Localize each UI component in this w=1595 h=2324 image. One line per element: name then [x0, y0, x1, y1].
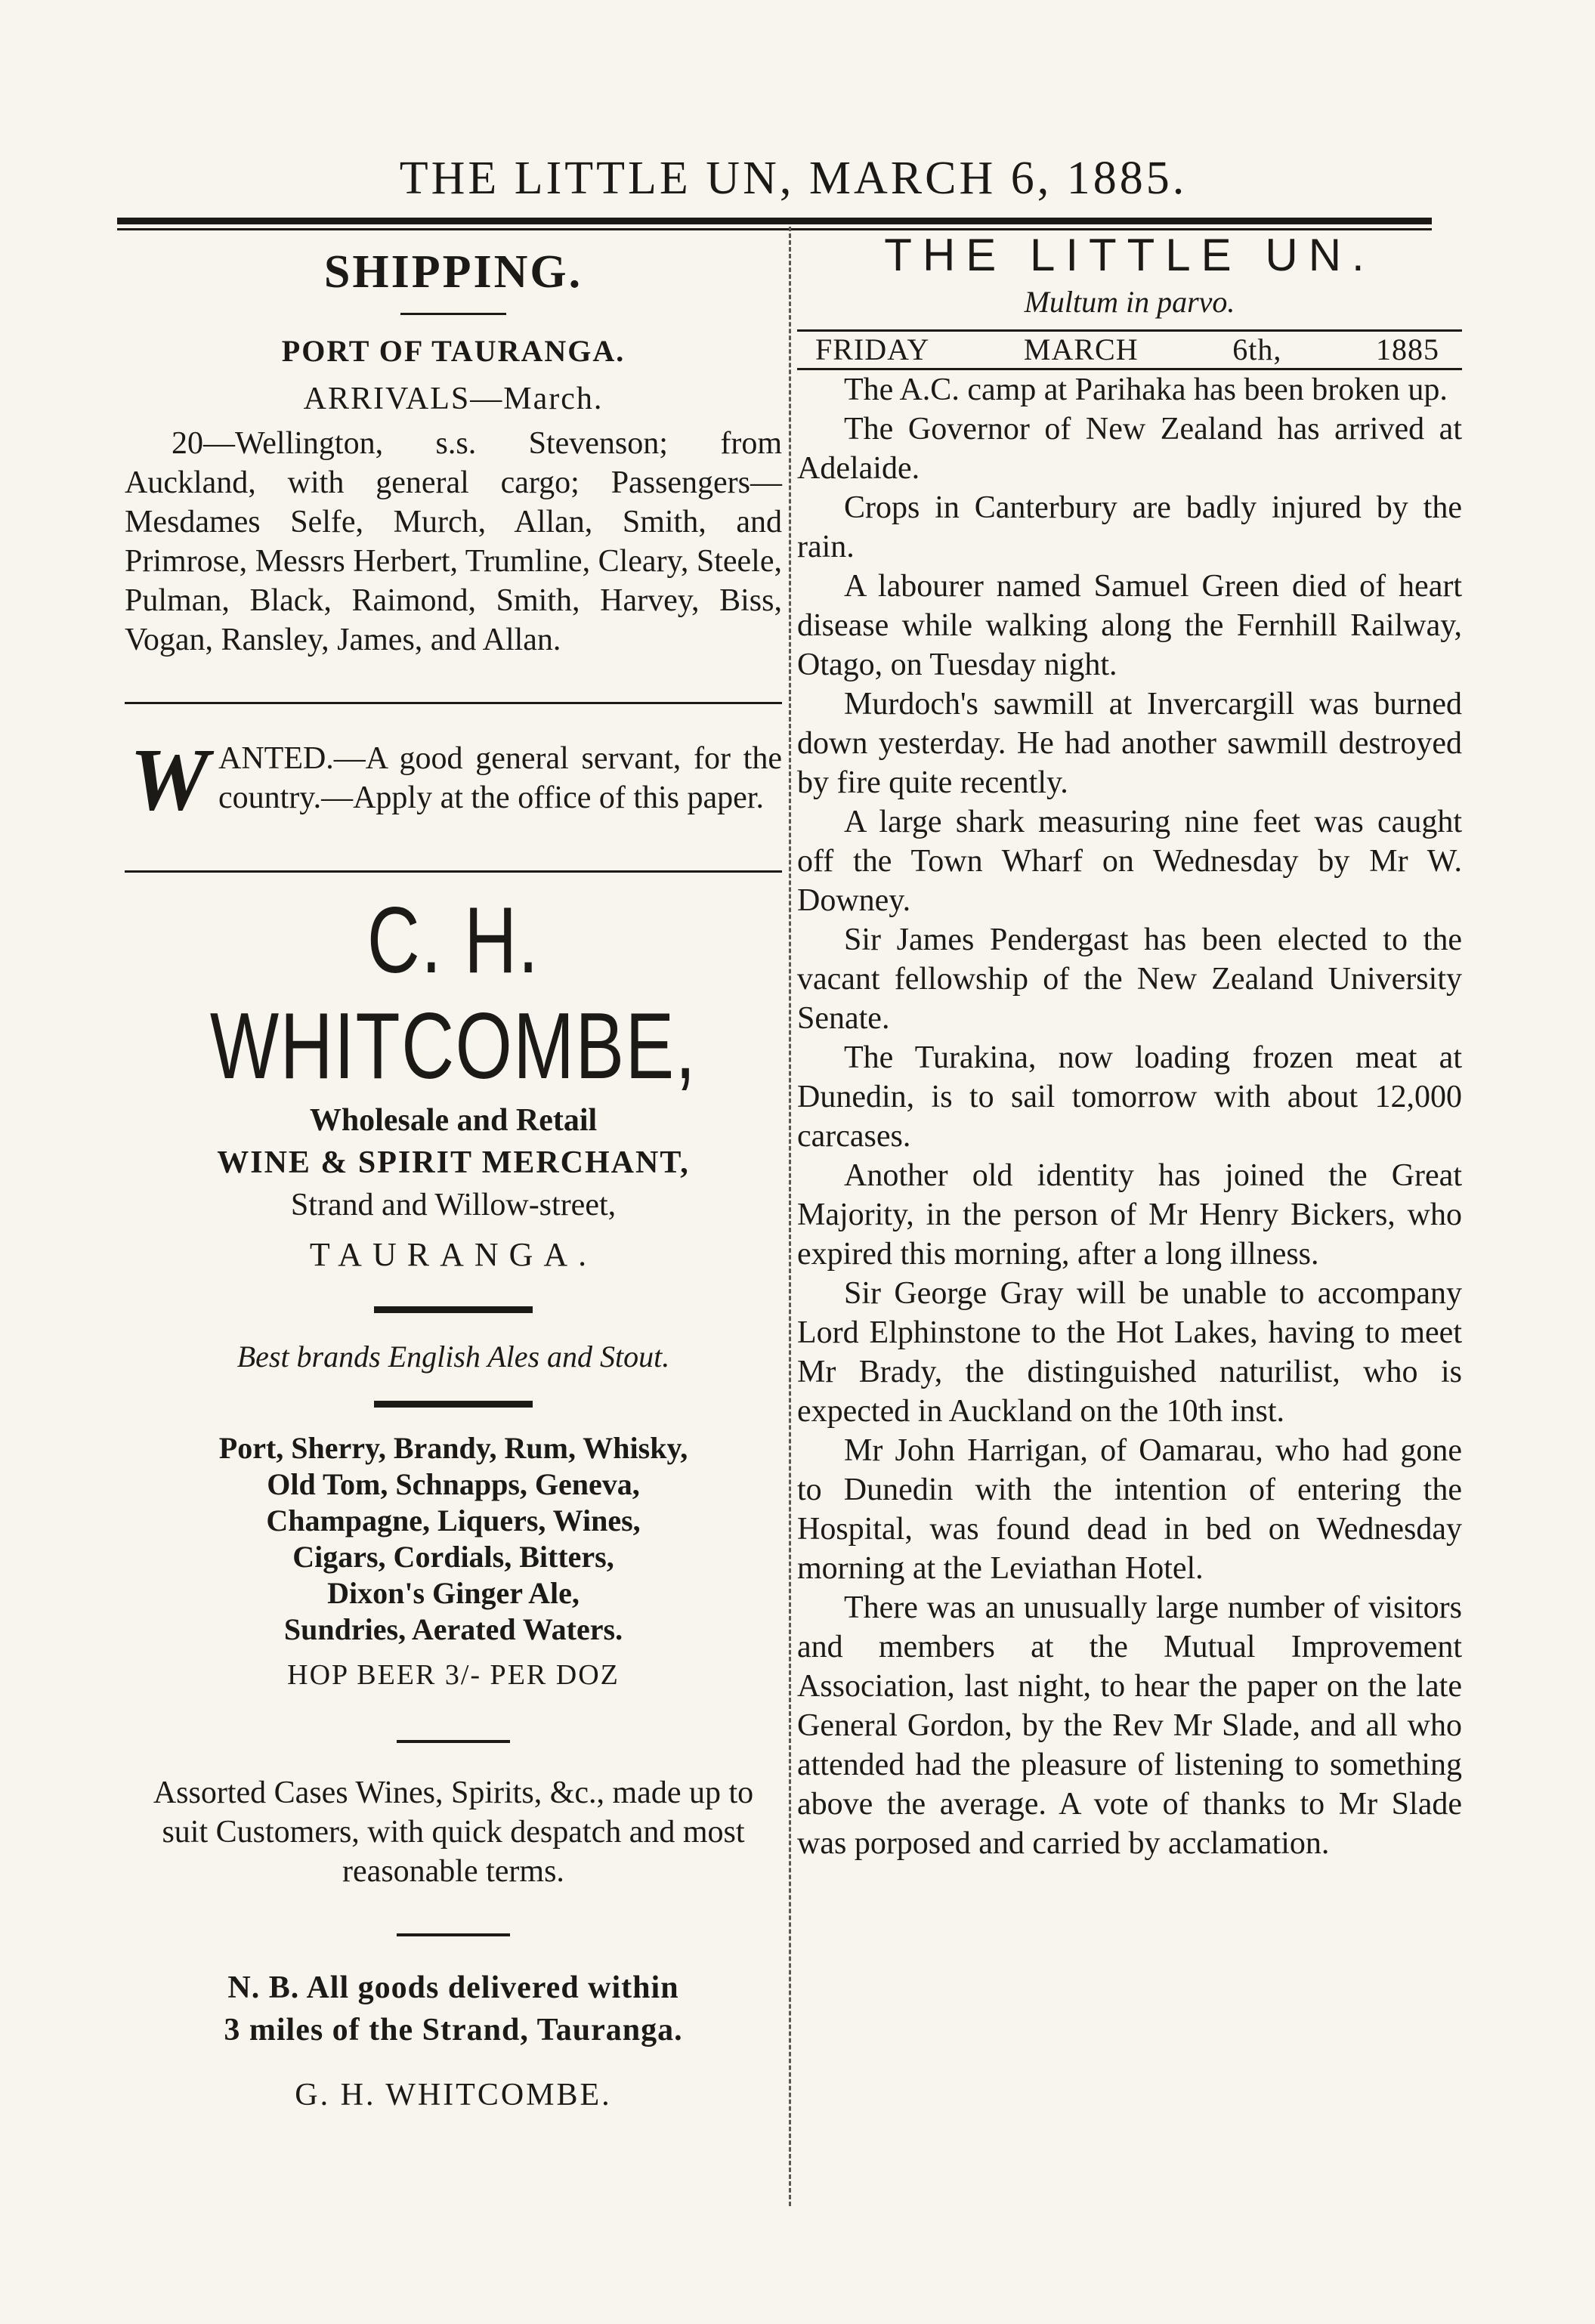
port-heading: PORT OF TAURANGA.	[281, 334, 626, 368]
section-rule	[125, 702, 782, 704]
product-line: Old Tom, Schnapps, Geneva,	[267, 1467, 640, 1501]
product-line: Cigars, Cordials, Bitters,	[292, 1540, 614, 1574]
arrivals-heading: ARRIVALS—March.	[303, 382, 604, 416]
merchant-trade: WINE & SPIRIT MERCHANT,	[217, 1145, 690, 1180]
wanted-text: ANTED.—A good general servant, for the country.—Apply at the office of this paper.	[218, 741, 782, 815]
dateline-year: 1885	[1375, 332, 1439, 366]
nb-line-2: 3 miles of the Strand, Tauranga.	[224, 2013, 683, 2047]
right-column	[797, 227, 1462, 2267]
advert-rule	[397, 1740, 510, 1743]
assorted-cases: Assorted Cases Wines, Spirits, &c., made up to suit Customers, with quick despatch and most reasonable terms.	[153, 1775, 754, 1889]
news-item: There was an unusually large number of visitors and members at the Mutual Improvement Association, last night, to hear the paper on the late General Gordon, by the Rev Mr Slade, and all who attended had the pleasure of listening to something above the average. A vote of thanks to Mr Slade was porposed and carried by acclamation.	[797, 1590, 1462, 1861]
merchant-subtitle: Wholesale and Retail	[309, 1103, 598, 1138]
news-item: Sir James Pendergast has been elected to the vacant fellowship of the New Zealand University Senate.	[797, 922, 1462, 1036]
product-line: Dixon's Ginger Ale,	[327, 1576, 580, 1610]
merchant-name: C. H. WHITCOMBE,	[209, 888, 697, 1099]
news-item: Sir George Gray will be unable to accompany Lord Elphinstone to the Hot Lakes, having to meet Mr Brady, the distinguished naturilist, who is expected in Auckland on the 10th inst.	[797, 1276, 1462, 1429]
masthead-title: THE LITTLE UN.	[884, 230, 1375, 280]
dateline-month: MARCH	[1023, 332, 1139, 366]
news-item: The Governor of New Zealand has arrived at Adelaide.	[797, 412, 1462, 486]
merchant-address: Strand and Willow-street,	[290, 1188, 617, 1222]
product-list	[125, 1430, 782, 1648]
news-item: Crops in Canterbury are badly injured by the rain.	[797, 490, 1462, 564]
news-item: The A.C. camp at Parihaka has been broken up.	[844, 372, 1448, 407]
ornamental-initial: W	[129, 730, 209, 829]
news-item: A labourer named Samuel Green died of heart disease while walking along the Fernhill Railway, Otago, on Tuesday night.	[797, 569, 1462, 682]
header-rule-thick	[117, 218, 1432, 224]
advert-rule	[374, 1401, 533, 1408]
news-item: Another old identity has joined the Great Majority, in the person of Mr Henry Bickers, who expired this morning, after a long illness.	[797, 1158, 1462, 1272]
wanted-advert	[125, 730, 782, 829]
advert-signature: G. H. WHITCOMBE.	[295, 2078, 612, 2112]
dateline	[797, 329, 1462, 370]
page-header: THE LITTLE UN, MARCH 6, 1885.	[399, 153, 1188, 204]
news-item: Mr John Harrigan, of Oamarau, who had gone to Dunedin with the intention of entering the Hospital, was found dead in bed on Wednesday morning at the Leviathan Hotel.	[797, 1433, 1462, 1586]
hop-beer-price: HOP BEER 3/- PER DOZ	[287, 1659, 620, 1691]
left-column	[125, 227, 782, 2267]
section-rule	[125, 870, 782, 873]
product-line: Champagne, Liquers, Wines,	[266, 1503, 641, 1537]
news-item: The Turakina, now loading frozen meat at Dunedin, is to sail tomorrow with about 12,000 carcases.	[797, 1040, 1462, 1154]
masthead-motto: Multum in parvo.	[1024, 285, 1235, 319]
brands-line: Best brands English Ales and Stout.	[236, 1340, 670, 1374]
news-item: Murdoch's sawmill at Invercargill was burned down yesterday. He had another sawmill destroyed by fire quite recently.	[797, 687, 1462, 800]
section-rule	[400, 313, 506, 315]
advert-rule	[374, 1306, 533, 1313]
advert-rule	[397, 1933, 510, 1936]
shipping-heading: SHIPPING.	[323, 246, 583, 298]
dateline-day: FRIDAY	[815, 332, 930, 366]
product-line: Port, Sherry, Brandy, Rum, Whisky,	[218, 1431, 688, 1465]
news-column	[797, 370, 1462, 1863]
arrivals-text: 20—Wellington, s.s. Stevenson; from Auckland, with general cargo; Passengers—Mesdames Selfe, Murch, Allan, Smith, and Primrose, Messrs Herbert, Trumline, Cleary, Steele, Pulman, Black, Raimond, Smith, Harvey, Biss, Vogan, Ransley, James, and Allan.	[125, 426, 782, 657]
product-line: Sundries, Aerated Waters.	[283, 1612, 623, 1646]
column-divider	[789, 227, 791, 2206]
merchant-town: TAURANGA.	[309, 1236, 598, 1273]
dateline-date: 6th,	[1232, 332, 1282, 366]
nb-line-1: N. B. All goods delivered within	[227, 1970, 679, 2005]
news-item: A large shark measuring nine feet was caught off the Town Wharf on Wednesday by Mr W. Downey.	[797, 805, 1462, 918]
